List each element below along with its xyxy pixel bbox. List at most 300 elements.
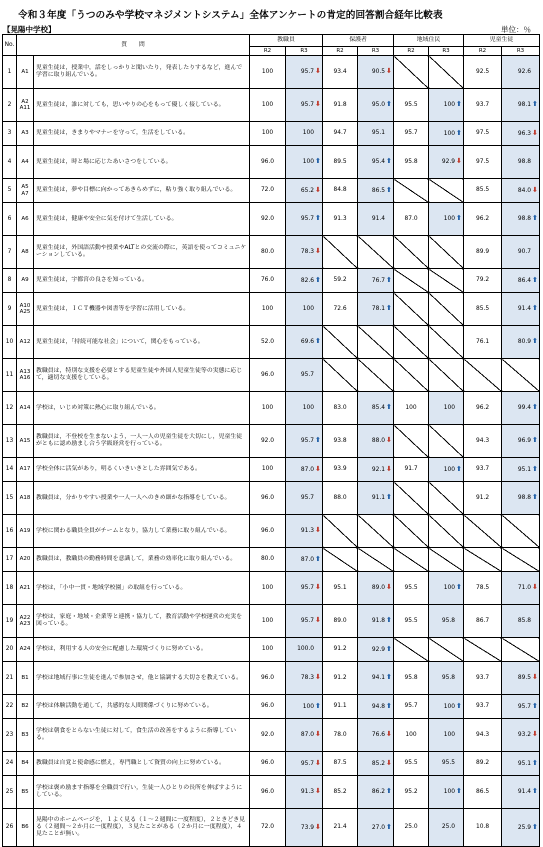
na-cell xyxy=(358,515,394,548)
parents-r3-value xyxy=(358,89,394,122)
table-row xyxy=(3,605,540,638)
residents-r3-value xyxy=(429,776,464,809)
r3-number: 100 xyxy=(302,703,315,710)
item-code: A8 xyxy=(17,236,34,269)
question-text: 児童生徒は，「持続可能な社会」について，関心をもっている。 xyxy=(34,326,250,359)
arrow-up-icon: ⬆ xyxy=(456,464,462,473)
parents-r2-value: 72.6 xyxy=(323,293,358,326)
parents-r2-value: 87.5 xyxy=(323,752,358,776)
arrow-up-icon: ⬆ xyxy=(315,701,321,710)
table-row xyxy=(3,572,540,605)
r3-number: 95.5 xyxy=(441,760,456,766)
question-text: 児童生徒は，時と場に応じたあいさつをしている。 xyxy=(34,146,250,179)
r3-number: 86.4 xyxy=(517,277,532,284)
residents-r3-value xyxy=(429,605,464,638)
question-text: 児童生徒は，授業中，話をしっかりと聞いたり，発表したりするなど，進んで学習に取り組んでいる。 xyxy=(34,56,250,89)
parents-r3-value xyxy=(358,458,394,482)
arrow-up-icon: ⬆ xyxy=(532,758,538,767)
residents-r2-value: 25.0 xyxy=(394,809,429,847)
header-parents: 保護者 xyxy=(323,35,394,47)
r3-number: 98.8 xyxy=(517,216,532,222)
residents-r3-value xyxy=(429,89,464,122)
arrow-down-icon: ⬇ xyxy=(456,157,462,165)
parents-r2-value: 93.4 xyxy=(323,56,358,89)
teachers-r3-value xyxy=(286,548,323,572)
students-r3-value xyxy=(502,662,540,695)
table-row xyxy=(3,293,540,326)
r3-number: 95.7 xyxy=(300,760,315,767)
table-row xyxy=(3,89,540,122)
parents-r2-value: 91.2 xyxy=(323,638,358,662)
teachers-r3-value xyxy=(286,326,323,359)
row-number: 26 xyxy=(3,809,17,847)
arrow-up-icon: ⬆ xyxy=(456,701,462,710)
na-cell xyxy=(429,326,464,359)
parents-r3-value xyxy=(358,293,394,326)
r3-number: 95.4 xyxy=(371,159,386,165)
r3-number: 96.3 xyxy=(517,130,532,137)
r3-number: 89.0 xyxy=(371,585,386,591)
school-name: 【晃陽中学校】 xyxy=(3,25,56,34)
students-r3-value xyxy=(502,776,540,809)
teachers-r2-value: 100 xyxy=(250,122,286,146)
arrow-up-icon: ⬆ xyxy=(315,337,321,345)
item-code: A12 xyxy=(17,326,34,359)
teachers-r3-value xyxy=(286,203,323,236)
teachers-r2-value: 80.0 xyxy=(250,548,286,572)
students-r2-value: 93.7 xyxy=(464,662,502,695)
arrow-down-icon: ⬇ xyxy=(315,185,321,194)
arrow-down-icon: ⬇ xyxy=(386,758,392,767)
r3-number: 98.8 xyxy=(517,158,532,165)
r3-number: 76.6 xyxy=(371,732,386,738)
header-r3: R3 xyxy=(429,47,464,56)
r3-number: 82.6 xyxy=(300,277,315,284)
item-code: A20 xyxy=(17,548,34,572)
students-r2-value: 89.9 xyxy=(464,236,502,269)
r3-number: 88.0 xyxy=(371,438,386,444)
arrow-down-icon: ⬇ xyxy=(315,822,321,831)
item-code: B3 xyxy=(17,719,34,752)
header-r3: R3 xyxy=(358,47,394,56)
parents-r2-value: 93.8 xyxy=(323,425,358,458)
teachers-r3-value xyxy=(286,752,323,776)
na-cell xyxy=(394,179,429,203)
question-text: 教職員は，教職員の勤務時間を意識して，業務の効率化に取り組んでいる。 xyxy=(34,548,250,572)
question-text: 児童生徒は，誰に対しても，思いやりの心をもって優しく接している。 xyxy=(34,89,250,122)
teachers-r3-value xyxy=(286,179,323,203)
arrow-up-icon: ⬆ xyxy=(315,157,321,165)
arrow-down-icon: ⬇ xyxy=(315,787,321,795)
header-r2: R2 xyxy=(394,47,429,56)
r3-number: 95.1 xyxy=(517,466,532,473)
table-row xyxy=(3,392,540,425)
table-row xyxy=(3,662,540,695)
question-text: 教職員は，分かりやすい授業や一人一人へのきめ細かな指導をしている。 xyxy=(34,482,250,515)
question-text: 学校は朝食をとらない生徒に対して，食生活の改善をするように指導している。 xyxy=(34,719,250,752)
parents-r2-value: 91.2 xyxy=(323,662,358,695)
arrow-up-icon: ⬆ xyxy=(386,644,392,653)
arrow-up-icon: ⬆ xyxy=(532,493,538,501)
header-students: 児童生徒 xyxy=(464,35,540,47)
header-r3: R3 xyxy=(502,47,540,56)
r3-number: 91.3 xyxy=(300,789,315,795)
item-code: A17 xyxy=(17,458,34,482)
arrow-up-icon: ⬆ xyxy=(532,214,538,222)
teachers-r2-value: 100 xyxy=(250,605,286,638)
na-cell xyxy=(429,179,464,203)
table-row xyxy=(3,326,540,359)
question-text: 教職員は自覚と使命感に燃え，専門職として資質の向上に努めている。 xyxy=(34,752,250,776)
question-text: 児童生徒は，夢や目標に向かってあきらめずに，粘り強く取り組んでいる。 xyxy=(34,179,250,203)
r3-number: 92.6 xyxy=(517,68,532,75)
question-text: 学校は体験活動を通して，共感的な人間関係づくりに努めている。 xyxy=(34,695,250,719)
r3-number: 95.7 xyxy=(300,102,315,108)
row-number: 17 xyxy=(3,548,17,572)
teachers-r3-value xyxy=(286,425,323,458)
parents-r3-value xyxy=(358,572,394,605)
na-cell xyxy=(323,548,358,572)
students-r2-value: 97.5 xyxy=(464,146,502,179)
residents-r3-value xyxy=(429,752,464,776)
r3-number: 71.0 xyxy=(517,585,532,591)
parents-r2-value: 83.0 xyxy=(323,392,358,425)
item-code: A15 xyxy=(17,425,34,458)
table-row xyxy=(3,179,540,203)
students-r3-value xyxy=(502,572,540,605)
r3-number: 100 xyxy=(443,216,456,222)
students-r3-value xyxy=(502,719,540,752)
r3-number: 95.8 xyxy=(441,674,456,681)
na-cell xyxy=(464,638,502,662)
arrow-up-icon: ⬆ xyxy=(315,554,321,563)
row-number: 2 xyxy=(3,89,17,122)
arrow-up-icon: ⬆ xyxy=(386,100,392,108)
residents-r2-value: 100 xyxy=(394,719,429,752)
parents-r3-value xyxy=(358,269,394,293)
r3-number: 94.8 xyxy=(371,703,386,710)
na-cell xyxy=(394,515,429,548)
arrow-down-icon: ⬇ xyxy=(532,128,538,137)
r3-number: 90.7 xyxy=(517,248,532,255)
parents-r3-value xyxy=(358,482,394,515)
item-code: A19 xyxy=(17,515,34,548)
item-code: A14 xyxy=(17,392,34,425)
parents-r3-value xyxy=(358,809,394,847)
residents-r3-value xyxy=(429,146,464,179)
teachers-r3-value xyxy=(286,89,323,122)
na-cell xyxy=(429,359,464,392)
r3-number: 95.0 xyxy=(371,102,386,108)
question-text: 学校に関わる職員全員がチームとなり，協力して業務に取り組んでいる。 xyxy=(34,515,250,548)
item-code: A6 xyxy=(17,203,34,236)
item-code: B5 xyxy=(17,776,34,809)
arrow-up-icon: ⬆ xyxy=(386,275,392,284)
question-text: 児童生徒は，健康や安全に気を付けて生活している。 xyxy=(34,203,250,236)
students-r3-value xyxy=(502,236,540,269)
r3-number: 80.9 xyxy=(517,339,532,345)
arrow-up-icon: ⬆ xyxy=(456,787,462,795)
parents-r3-value xyxy=(358,695,394,719)
r3-number: 100 xyxy=(302,404,315,411)
table-row xyxy=(3,695,540,719)
teachers-r3-value xyxy=(286,482,323,515)
arrow-up-icon: ⬆ xyxy=(386,701,392,710)
parents-r3-value xyxy=(358,203,394,236)
table-row xyxy=(3,719,540,752)
na-cell xyxy=(394,482,429,515)
row-number: 25 xyxy=(3,776,17,809)
header-r2: R2 xyxy=(250,47,286,56)
r3-number: 91.3 xyxy=(300,528,315,534)
arrow-down-icon: ⬇ xyxy=(315,730,321,738)
parents-r2-value: 85.2 xyxy=(323,776,358,809)
row-number: 11 xyxy=(3,359,17,392)
arrow-up-icon: ⬆ xyxy=(456,100,462,108)
arrow-up-icon: ⬆ xyxy=(456,128,462,137)
r3-number: 95.1 xyxy=(371,130,386,136)
header-r3: R3 xyxy=(286,47,323,56)
header-r2: R2 xyxy=(323,47,358,56)
parents-r2-value: 93.9 xyxy=(323,458,358,482)
arrow-down-icon: ⬇ xyxy=(315,526,321,534)
r3-number: 95.7 xyxy=(300,585,315,591)
question-text: 児童生徒は，きまりやマナーを守って，生活をしている。 xyxy=(34,122,250,146)
arrow-up-icon: ⬆ xyxy=(386,787,392,795)
na-cell xyxy=(429,515,464,548)
r3-number: 91.4 xyxy=(517,789,532,795)
item-code: A5 A7 xyxy=(17,179,34,203)
unit-label: 単位：％ xyxy=(501,25,531,34)
table-row xyxy=(3,548,540,572)
na-cell xyxy=(394,269,429,293)
arrow-down-icon: ⬇ xyxy=(315,673,321,681)
na-cell xyxy=(502,548,540,572)
teachers-r3-value xyxy=(286,269,323,293)
students-r3-value xyxy=(502,605,540,638)
row-number: 24 xyxy=(3,752,17,776)
row-number: 6 xyxy=(3,203,17,236)
students-r2-value: 86.5 xyxy=(464,776,502,809)
row-number: 23 xyxy=(3,719,17,752)
header-teachers: 教職員 xyxy=(250,35,323,47)
teachers-r3-value xyxy=(286,572,323,605)
arrow-up-icon: ⬆ xyxy=(532,275,538,284)
arrow-up-icon: ⬆ xyxy=(532,822,538,831)
parents-r2-value: 88.0 xyxy=(323,482,358,515)
row-number: 8 xyxy=(3,269,17,293)
teachers-r3-value xyxy=(286,605,323,638)
table-row xyxy=(3,482,540,515)
residents-r3-value xyxy=(429,662,464,695)
na-cell xyxy=(394,638,429,662)
r3-number: 98.8 xyxy=(517,495,532,501)
na-cell xyxy=(429,638,464,662)
students-r3-value xyxy=(502,326,540,359)
row-number: 18 xyxy=(3,572,17,605)
r3-number: 95.7 xyxy=(300,216,315,222)
r3-number: 90.5 xyxy=(371,69,386,75)
arrow-up-icon: ⬆ xyxy=(532,787,538,795)
survey-table xyxy=(2,34,540,847)
r3-number: 76.7 xyxy=(371,277,386,284)
item-code: A21 xyxy=(17,572,34,605)
na-cell xyxy=(429,293,464,326)
r3-number: 100 xyxy=(443,466,456,473)
parents-r3-value xyxy=(358,392,394,425)
item-code: A9 xyxy=(17,269,34,293)
na-cell xyxy=(429,425,464,458)
parents-r2-value: 91.8 xyxy=(323,89,358,122)
residents-r3-value xyxy=(429,809,464,847)
arrow-down-icon: ⬇ xyxy=(532,673,538,681)
parents-r3-value xyxy=(358,179,394,203)
na-cell xyxy=(429,482,464,515)
arrow-up-icon: ⬆ xyxy=(386,493,392,501)
parents-r3-value xyxy=(358,719,394,752)
teachers-r3-value xyxy=(286,56,323,89)
na-cell xyxy=(394,548,429,572)
residents-r2-value: 95.7 xyxy=(394,122,429,146)
teachers-r2-value: 96.0 xyxy=(250,662,286,695)
arrow-up-icon: ⬆ xyxy=(532,304,538,312)
teachers-r2-value: 100 xyxy=(250,458,286,482)
teachers-r2-value: 80.0 xyxy=(250,236,286,269)
students-r3-value xyxy=(502,56,540,89)
teachers-r2-value: 100 xyxy=(250,572,286,605)
r3-number: 86.5 xyxy=(371,187,386,194)
na-cell xyxy=(464,548,502,572)
teachers-r2-value: 96.0 xyxy=(250,752,286,776)
na-cell xyxy=(394,326,429,359)
teachers-r3-value xyxy=(286,515,323,548)
students-r2-value: 79.2 xyxy=(464,269,502,293)
arrow-down-icon: ⬇ xyxy=(315,758,321,767)
r3-number: 87.0 xyxy=(300,732,315,738)
r3-number: 100 xyxy=(443,585,456,591)
na-cell xyxy=(323,515,358,548)
students-r2-value: 96.2 xyxy=(464,392,502,425)
r3-number: 92.1 xyxy=(371,466,386,473)
teachers-r3-value xyxy=(286,359,323,392)
students-r2-value: 78.5 xyxy=(464,572,502,605)
parents-r2-value: 21.4 xyxy=(323,809,358,847)
r3-number: 100 xyxy=(443,789,456,795)
r3-number: 95.7 xyxy=(300,69,315,75)
r3-number: 99.4 xyxy=(517,405,532,411)
students-r3-value xyxy=(502,293,540,326)
question-text: 児童生徒は，ＩＣＴ機器や図書等を学習に活用している。 xyxy=(34,293,250,326)
teachers-r3-value xyxy=(286,458,323,482)
students-r2-value: 97.5 xyxy=(464,122,502,146)
parents-r2-value: 95.1 xyxy=(323,572,358,605)
teachers-r2-value: 72.0 xyxy=(250,809,286,847)
residents-r2-value: 95.5 xyxy=(394,752,429,776)
r3-number: 100 xyxy=(443,404,456,411)
teachers-r3-value xyxy=(286,392,323,425)
row-number: 1 xyxy=(3,56,17,89)
arrow-down-icon: ⬇ xyxy=(386,464,392,473)
arrow-up-icon: ⬆ xyxy=(386,185,392,194)
item-code: A3 xyxy=(17,122,34,146)
students-r3-value xyxy=(502,425,540,458)
row-number: 9 xyxy=(3,293,17,326)
na-cell xyxy=(323,359,358,392)
parents-r2-value: 59.2 xyxy=(323,269,358,293)
arrow-up-icon: ⬆ xyxy=(386,157,392,165)
teachers-r3-value xyxy=(286,236,323,269)
question-text: 晃陽中のホームページを，１よく見る（１～２週間に一度程度），２ときどき見る（２週間～２か月に一度程度），３見たことがある（２か月に一度程度），４見たことが無い。 xyxy=(34,809,250,847)
table-row xyxy=(3,425,540,458)
row-number: 22 xyxy=(3,695,17,719)
arrow-down-icon: ⬇ xyxy=(386,436,392,444)
r3-number: 91.1 xyxy=(371,495,386,501)
students-r2-value: 76.1 xyxy=(464,326,502,359)
na-cell xyxy=(358,548,394,572)
r3-number: 100 xyxy=(302,305,315,312)
table-row xyxy=(3,146,540,179)
table-row xyxy=(3,752,540,776)
parents-r3-value xyxy=(358,146,394,179)
r3-number: 100 xyxy=(443,703,456,710)
r3-number: 100 xyxy=(443,130,456,137)
residents-r3-value xyxy=(429,719,464,752)
question-text: 学校は，家庭・地域・企業等と連携・協力して，教育活動や学校運営の充実を図っている。 xyxy=(34,605,250,638)
r3-number: 100 xyxy=(443,731,456,738)
r3-number: 87.0 xyxy=(300,556,315,563)
na-cell xyxy=(323,326,358,359)
na-cell xyxy=(394,236,429,269)
row-number: 5 xyxy=(3,179,17,203)
row-number: 12 xyxy=(3,392,17,425)
parents-r3-value xyxy=(358,425,394,458)
r3-number: 100 xyxy=(443,102,456,108)
r3-number: 100 xyxy=(302,130,315,136)
residents-r2-value: 95.5 xyxy=(394,572,429,605)
r3-number: 25.9 xyxy=(517,824,532,831)
r3-number: 91.4 xyxy=(517,306,532,312)
r3-number: 85.2 xyxy=(371,760,386,767)
r3-number: 95.7 xyxy=(517,703,532,710)
students-r2-value: 94.3 xyxy=(464,719,502,752)
parents-r3-value xyxy=(358,752,394,776)
arrow-up-icon: ⬆ xyxy=(386,673,392,681)
r3-number: 91.4 xyxy=(371,215,386,222)
r3-number: 78.1 xyxy=(371,306,386,312)
teachers-r2-value: 76.0 xyxy=(250,269,286,293)
question-text: 児童生徒は，外国語活動や授業やALTとの交流の際に，英語を使ってコミュニケーションしている。 xyxy=(34,236,250,269)
students-r2-value: 96.2 xyxy=(464,203,502,236)
r3-number: 100 xyxy=(302,159,315,165)
teachers-r2-value: 96.0 xyxy=(250,146,286,179)
residents-r3-value xyxy=(429,695,464,719)
teachers-r2-value: 100 xyxy=(250,293,286,326)
na-cell xyxy=(502,359,540,392)
students-r2-value: 92.5 xyxy=(464,56,502,89)
teachers-r2-value: 100 xyxy=(250,89,286,122)
arrow-up-icon: ⬆ xyxy=(456,214,462,222)
parents-r3-value xyxy=(358,56,394,89)
arrow-up-icon: ⬆ xyxy=(315,436,321,444)
teachers-r2-value: 100 xyxy=(250,56,286,89)
header-question: 質 問 xyxy=(17,35,250,56)
arrow-up-icon: ⬆ xyxy=(386,822,392,831)
item-code: B1 xyxy=(17,662,34,695)
parents-r2-value: 89.5 xyxy=(323,146,358,179)
question-text: 児童生徒は，宇都宮の良さを知っている。 xyxy=(34,269,250,293)
item-code: A2 A11 xyxy=(17,89,34,122)
teachers-r3-value xyxy=(286,662,323,695)
